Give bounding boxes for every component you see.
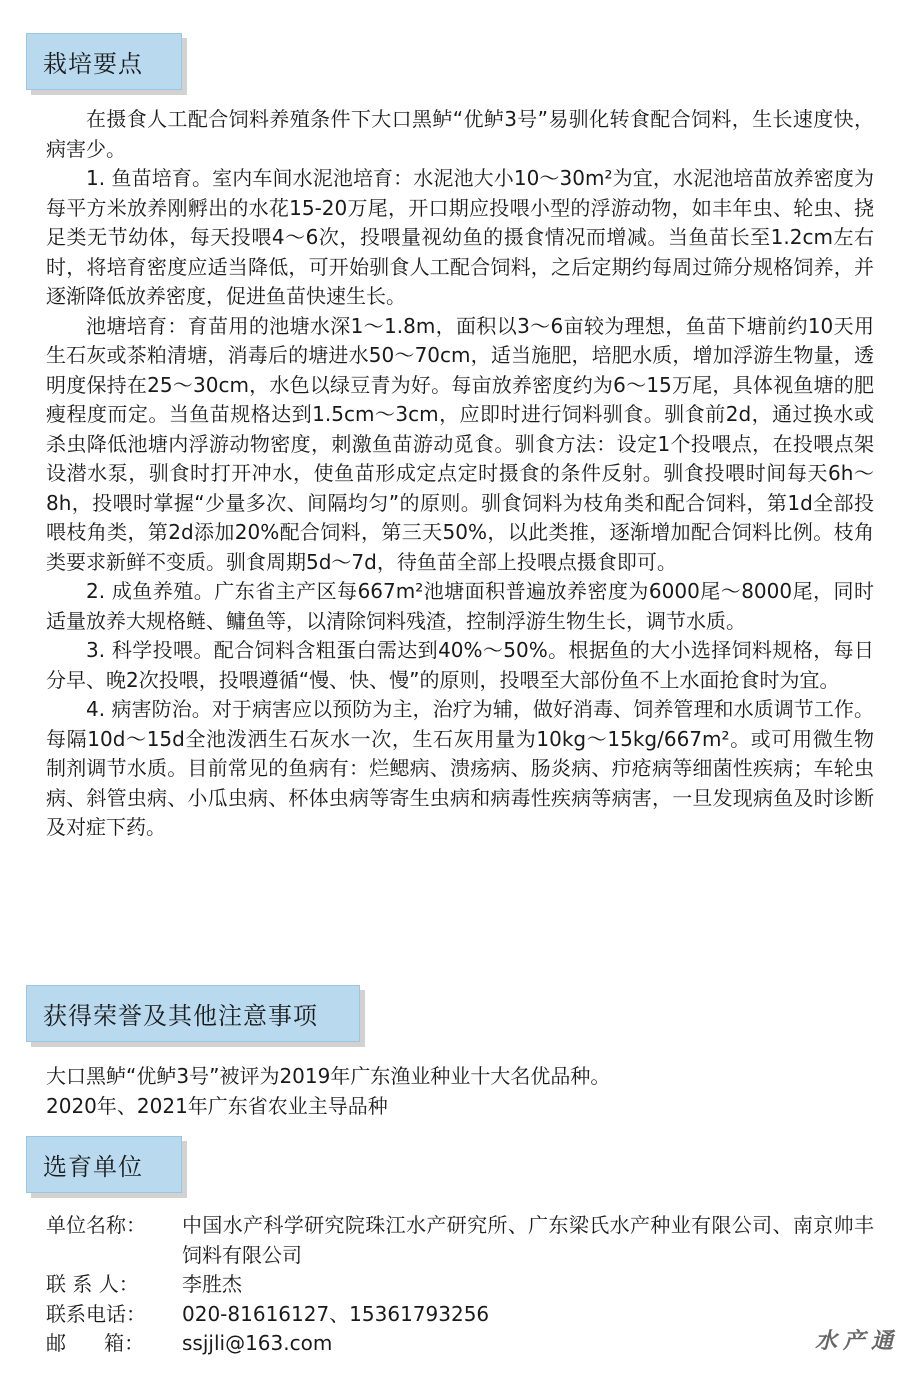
cultivation-body <box>46 105 874 843</box>
section-title-cultivation: 栽培要点 <box>43 50 143 78</box>
breeder-info <box>46 1211 874 1359</box>
info-row-email <box>46 1329 874 1359</box>
info-label: 联系电话： <box>46 1301 146 1326</box>
section-title-breeder: 选育单位 <box>43 1153 143 1181</box>
paragraph-disease-control: 4. 病害防治。对于病害应以预防为主，治疗为辅，做好消毒、饲养管理和水质调节工作。每隔10d～15d全池泼洒生石灰水一次，生石灰用量为10kg～15kg/667m²。或可用微生物制剂调节水质。目前常见的鱼病有：烂鳃病、溃疡病、肠炎病、疖疮病等细菌性疾病；车轮虫病、斜管虫病、小瓜虫病、杯体虫病等寄生虫病和病毒性疾病等病害，一旦发现病鱼及时诊断及对症下药。 <box>46 697 874 839</box>
info-value: 李胜杰 <box>182 1272 242 1296</box>
paragraph-feeding: 3. 科学投喂。配合饲料含粗蛋白需达到40%～50%。根据鱼的大小选择饲料规格，每日分早、晚2次投喂，投喂遵循“慢、快、慢”的原则，投喂至大部份鱼不上水面抢食时为宜。 <box>46 638 874 692</box>
info-row-contact <box>46 1270 874 1300</box>
info-label: 单位名称： <box>46 1213 146 1237</box>
honors-body <box>46 1062 874 1121</box>
info-label: 联 系 人： <box>46 1272 139 1296</box>
info-label: 邮 箱： <box>46 1331 145 1355</box>
paragraph-intro: 在摄食人工配合饲料养殖条件下大口黑鲈“优鲈3号”易驯化转食配合饲料，生长速度快，病害少。 <box>46 107 874 161</box>
info-value: 中国水产科学研究院珠江水产研究所、广东梁氏水产种业有限公司、南京帅丰饲料有限公司 <box>182 1213 874 1267</box>
honor-line: 大口黑鲈“优鲈3号”被评为2019年广东渔业种业十大名优品种。 <box>46 1064 611 1088</box>
info-row-phone <box>46 1300 874 1330</box>
paragraph-fry-rearing: 1. 鱼苗培育。室内车间水泥池培育：水泥池大小10～30m²为宜，水泥池培苗放养密度为每平方米放养刚孵出的水花15-20万尾，开口期应投喂小型的浮游动物，如丰年虫、轮虫、挠足类无节幼体，每天投喂4～6次，投喂量视幼鱼的摄食情况而增减。当鱼苗长至1.2cm左右时，将培育密度应适当降低，可开始驯食人工配合饲料，之后定期约每周过筛分规格饲养，并逐渐降低放养密度，促进鱼苗快速生长。 <box>46 166 874 308</box>
paragraph-adult-culture: 2. 成鱼养殖。广东省主产区每667m²池塘面积普遍放养密度为6000尾～8000尾，同时适量放养大规格鲢、鳙鱼等，以清除饲料残渣，控制浮游生物生长，调节水质。 <box>46 579 874 633</box>
section-header-breeder <box>26 1136 182 1193</box>
info-row-organization <box>46 1211 874 1270</box>
honor-line: 2020年、2021年广东省农业主导品种 <box>46 1093 388 1118</box>
watermark: 水产通 <box>814 1329 899 1354</box>
info-value: 020-81616127、15361793256 <box>182 1301 490 1326</box>
section-header-cultivation <box>26 33 182 90</box>
paragraph-pond-rearing: 池塘培育：育苗用的池塘水深1～1.8m，面积以3～6亩较为理想，鱼苗下塘前约10天用生石灰或茶粕清塘，消毒后的塘进水50～70cm，适当施肥，培肥水质，增加浮游生物量，透明度保持在25～30cm，水色以绿豆青为好。每亩放养密度约为6～15万尾，具体视鱼塘的肥瘦程度而定。当鱼苗规格达到1.5cm～3cm，应即时进行饲料驯食。驯食前2d，通过换水或杀虫降低池塘内浮游动物密度，刺激鱼苗游动觅食。驯食方法：设定1个投喂点，在投喂点架设潜水泵，驯食时打开冲水，使鱼苗形成定点定时摄食的条件反射。驯食投喂时间每天6h～8h，投喂时掌握“少量多次、间隔均匀”的原则。驯食饲料为枝角类和配合饲料，第1d全部投喂枝角类，第2d添加20%配合饲料，第三天50%，以此类推，逐渐增加配合饲料比例。枝角类要求新鲜不变质。驯食周期5d～7d，待鱼苗全部上投喂点摄食即可。 <box>46 313 874 574</box>
section-title-honors: 获得荣誉及其他注意事项 <box>43 1002 318 1030</box>
section-header-honors <box>26 985 360 1042</box>
info-value: ssjjli@163.com <box>182 1331 333 1355</box>
